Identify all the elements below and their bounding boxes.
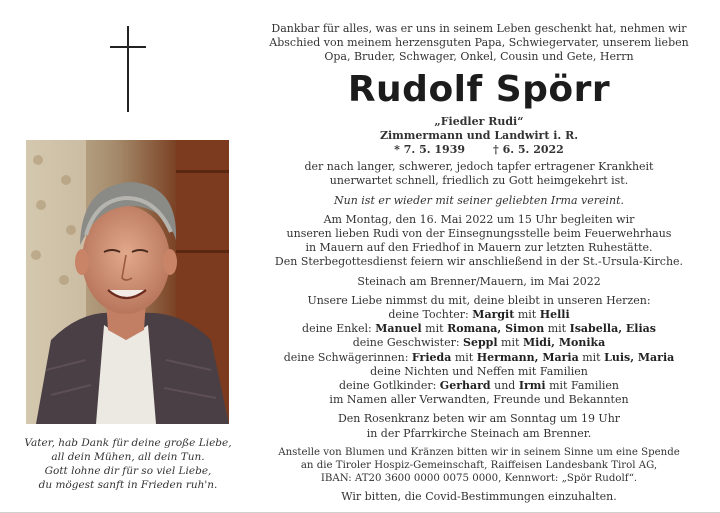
deceased-name: Rudolf Spörr: [347, 68, 611, 110]
nickname: „Fiedler Rudi“: [434, 114, 524, 128]
death-date: † 6. 5. 2022: [493, 143, 564, 157]
funeral-line: unseren lieben Rudi von der Einsegnungsstelle beim Feuerwehrhaus: [286, 227, 672, 241]
family-godchildren: deine Gotlkinder: Gerhard und Irmi mit Familien: [339, 379, 619, 393]
illness-line: der nach langer, schwerer, jedoch tapfer ertragener Krankheit: [304, 160, 654, 174]
life-dates: [264, 143, 694, 157]
quote-block: [18, 436, 238, 492]
family-nieces: deine Nichten und Neffen mit Familien: [370, 364, 588, 378]
funeral-line: Den Sterbegottesdienst feiern wir anschließend in der St.-Ursula-Kirche.: [274, 255, 684, 269]
portrait-photo: [26, 140, 229, 424]
donation-line: Anstelle von Blumen und Kränzen bitten wir in seinem Sinne um eine Spende: [278, 446, 680, 458]
intro-line: Opa, Bruder, Schwager, Onkel, Cousin und Gete, Herrn: [324, 50, 634, 64]
funeral-line: in Mauern auf den Friedhof in Mauern zur letzten Ruhestätte.: [305, 241, 653, 255]
intro-line: Dankbar für alles, was er uns in seinem Leben geschenkt hat, nehmen wir: [271, 22, 687, 35]
donation-line: an die Tiroler Hospiz-Gemeinschaft, Raiffeisen Landesbank Tirol AG,: [300, 460, 658, 472]
quote-line: Gott lohne dir für so viel Liebe,: [44, 465, 212, 477]
love-line: Unsere Liebe nimmst du mit, deine bleibt in unseren Herzen:: [307, 293, 651, 307]
quote-line: Vater, hab Dank für deine große Liebe,: [24, 437, 232, 449]
funeral-line: Am Montag, den 16. Mai 2022 um 15 Uhr begleiten wir: [323, 212, 635, 226]
covid-line: Wir bitten, die Covid-Bestimmungen einzuhalten.: [341, 490, 617, 504]
family-grandchildren: deine Enkel: Manuel mit Romana, Simon mit Isabella, Elias: [302, 322, 656, 336]
quote-line: du mögest sanft in Frieden ruh'n.: [38, 479, 218, 491]
family-siblings: deine Geschwister: Seppl mit Midi, Monika: [352, 336, 606, 350]
profession: Zimmermann und Landwirt i. R.: [379, 128, 579, 142]
cross-icon: [110, 26, 146, 112]
family-daughters: deine Tochter: Margit mit Helli: [388, 308, 570, 322]
rosary-line: Den Rosenkranz beten wir am Sonntag um 19 Uhr: [337, 412, 621, 426]
quote-line: all dein Mühen, all dein Tun.: [51, 451, 205, 463]
birth-date: * 7. 5. 1939: [394, 143, 465, 157]
donation-line: IBAN: AT20 3600 0000 0075 0000, Kennwort: „Spör Rudolf“.: [320, 473, 638, 485]
intro-line: Abschied von meinem herzensguten Papa, Schwiegervater, unserem lieben: [269, 36, 689, 50]
rosary-line: in der Pfarrkirche Steinach am Brenner.: [366, 426, 592, 440]
reunited-line: Nun ist er wieder mit seiner geliebten Irma vereint.: [333, 193, 625, 207]
obituary-text: [264, 22, 694, 505]
illness-line: unerwartet schnell, friedlich zu Gott heimgekehrt ist.: [329, 174, 629, 188]
family-inlaws: deine Schwägerinnen: Frieda mit Hermann, Maria mit Luis, Maria: [283, 350, 675, 364]
family-relatives: im Namen aller Verwandten, Freunde und Bekannten: [329, 393, 629, 407]
place-date: Steinach am Brenner/Mauern, im Mai 2022: [357, 274, 601, 288]
